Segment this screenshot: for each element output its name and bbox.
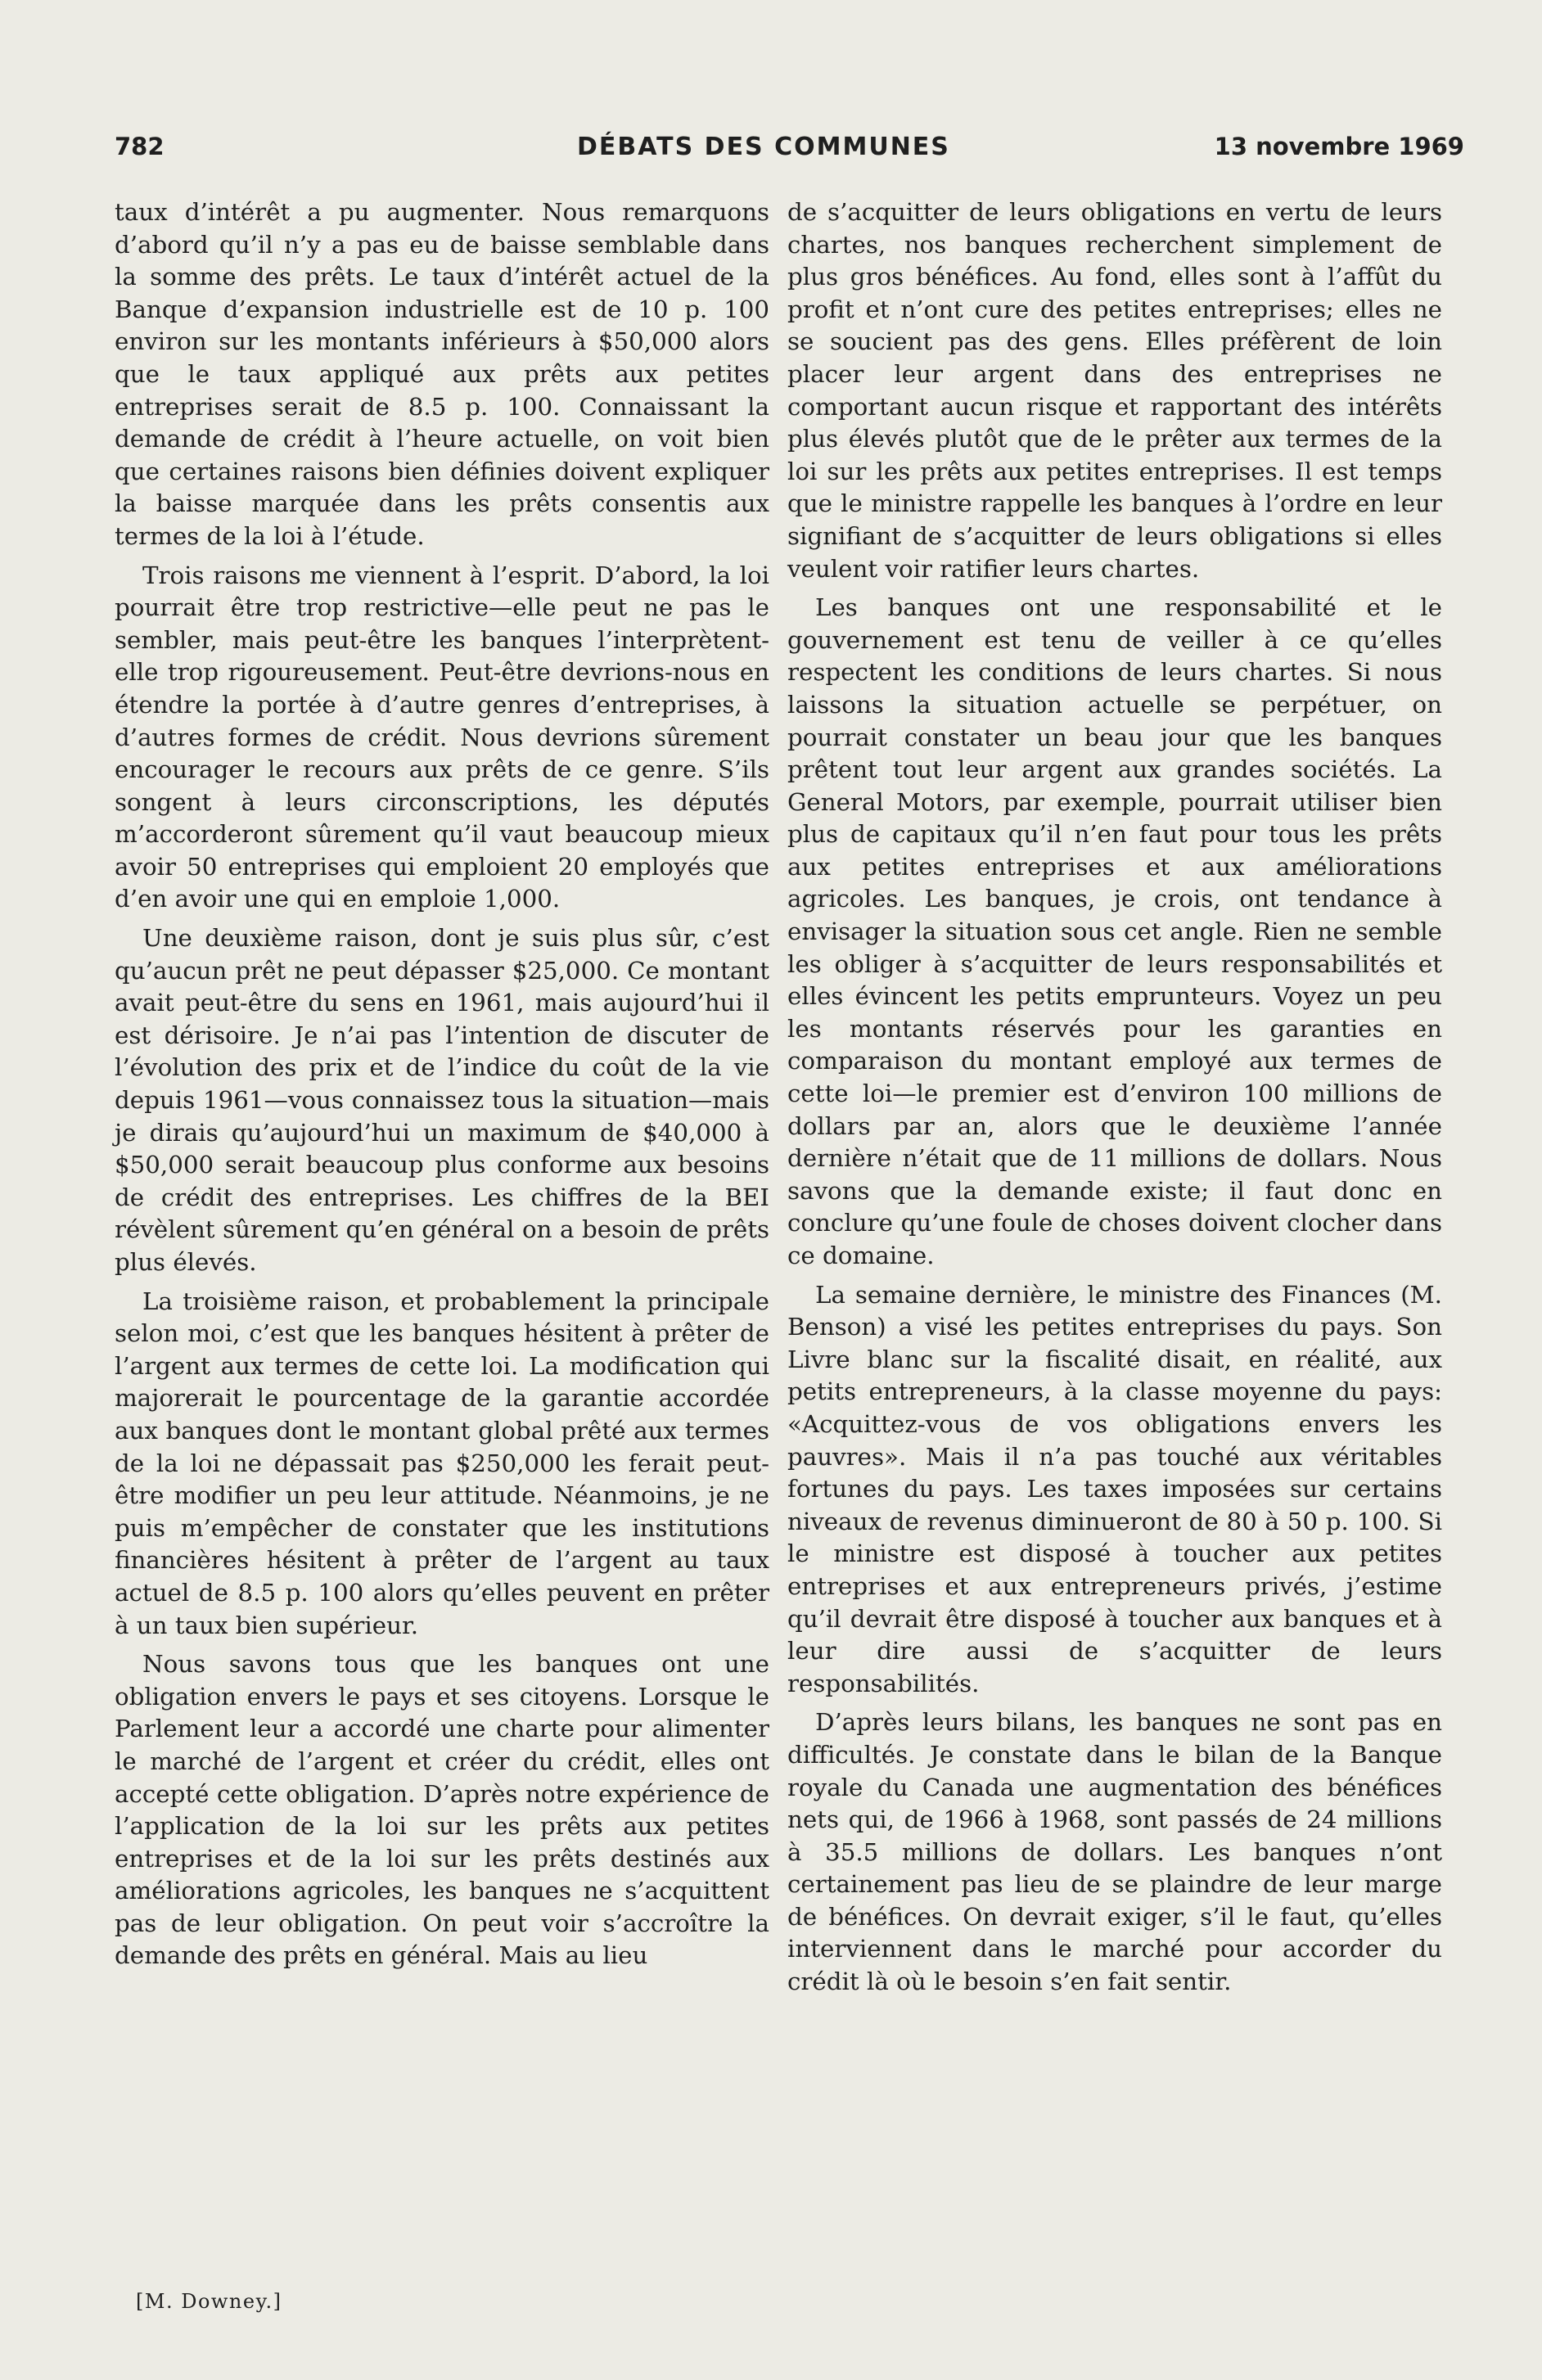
paragraph: D’après leurs bilans, les banques ne sont pas en difficultés. Je constate dans le bilan de la Banque royale du Canada une augmentation des bénéfices nets qui, de 1966 à 1968, sont passés de 24 millions à 35.5 millions de dollars. Les banques n’ont certainement pas lieu de se plaindre de leur marge de bénéfices. On devrait exiger, s’il le faut, qu’elles interviennent dans le marché pour accorder du crédit là où le besoin s’en fait sentir. bbox=[787, 1708, 1442, 1996]
paragraph: Une deuxième raison, dont je suis plus sûr, c’est qu’aucun prêt ne peut dépasser $25,000. Ce montant avait peut-être du sens en 1961, mais aujourd’hui il est dérisoire. Je n’ai pas l’intention de discuter de l’évolution des prix et de l’indice du coût de la vie depuis 1961—vous connaissez tous la situation—mais je dirais qu’aujourd’hui un maximum de $40,000 à $50,000 serait beaucoup plus conforme aux besoins de crédit des entreprises. Les chiffres de la BEI révèlent sûrement qu’en général on a besoin de prêts plus élevés. bbox=[115, 924, 769, 1276]
page-number: 782 bbox=[115, 133, 165, 160]
running-title: DÉBATS DES COMMUNES bbox=[577, 133, 950, 161]
paragraph: La troisième raison, et probablement la principale selon moi, c’est que les banques hésitent à prêter de l’argent aux termes de cette loi. La modification qui majorerait le pourcentage de la garantie accordée aux banques dont le montant global prêté aux termes de la loi ne dépassait pas $250,000 les ferait peut-être modifier un peu leur attitude. Néanmoins, je ne puis m’empêcher de constater que les institutions financières hésitent à prêter de l’argent au taux actuel de 8.5 p. 100 alors qu’elles peuvent en prêter à un taux bien supérieur. bbox=[115, 1287, 769, 1639]
header-date: 13 novembre 1969 bbox=[1214, 133, 1464, 160]
paragraph: Nous savons tous que les banques ont une obligation envers le pays et ses citoyens. Lorsque le Parlement leur a accordé une charte pour alimenter le marché de l’argent et créer du crédit, elles ont accepté cette obligation. D’après notre expérience de l’application de la loi sur les prêts aux petites entreprises et de la loi sur les prêts destinés aux améliorations agricoles, les banques ne s’acquittent pas de leur obligation. On peut voir s’accroître la demande des prêts en général. Mais au lieu bbox=[115, 1650, 769, 1970]
paragraph: taux d’intérêt a pu augmenter. Nous remarquons d’abord qu’il n’y a pas eu de baisse semblable dans la somme des prêts. Le taux d’intérêt actuel de la Banque d’expansion industrielle est de 10 p. 100 environ sur les montants inférieurs à $50,000 alors que le taux appliqué aux prêts aux petites entreprises serait de 8.5 p. 100. Connaissant la demande de crédit à l’heure actuelle, on voit bien que certaines raisons bien définies doivent expliquer la baisse marquée dans les prêts consentis aux termes de la loi à l’étude. bbox=[115, 198, 769, 550]
left-column bbox=[115, 196, 769, 1979]
speaker-attribution: [M. Downey.] bbox=[136, 2290, 282, 2313]
right-column bbox=[787, 196, 1442, 2005]
paragraph: Trois raisons me viennent à l’esprit. D’abord, la loi pourrait être trop restrictive—elle peut ne pas le sembler, mais peut-être les banques l’interprètent-elle trop rigoureusement. Peut-être devrions-nous en étendre la portée à d’autre genres d’entreprises, à d’autres formes de crédit. Nous devrions sûrement encourager le recours aux prêts de ce genre. S’ils songent à leurs circonscriptions, les députés m’accorderont sûrement qu’il vaut beaucoup mieux avoir 50 entreprises qui emploient 20 employés que d’en avoir une qui en emploie 1,000. bbox=[115, 561, 769, 913]
page-header bbox=[115, 133, 1464, 174]
paragraph: Les banques ont une responsabilité et le gouvernement est tenu de veiller à ce qu’elles respectent les conditions de leurs chartes. Si nous laissons la situation actuelle se perpétuer, on pourrait constater un beau jour que les banques prêtent tout leur argent aux grandes sociétés. La General Motors, par exemple, pourrait utiliser bien plus de capitaux qu’il n’en faut pour tous les prêts aux petites entreprises et aux améliorations agricoles. Les banques, je crois, ont tendance à envisager la situation sous cet angle. Rien ne semble les obliger à s’acquitter de leurs responsabilités et elles évincent les petits emprunteurs. Voyez un peu les montants réservés pour les garanties en comparaison du montant employé aux termes de cette loi—le premier est d’environ 100 millions de dollars par an, alors que le deuxième l’année dernière n’était que de 11 millions de dollars. Nous savons que la demande existe; il faut donc en conclure qu’une foule de choses doivent clocher dans ce domaine. bbox=[787, 593, 1442, 1269]
paragraph: La semaine dernière, le ministre des Finances (M. Benson) a visé les petites entreprises du pays. Son Livre blanc sur la fiscalité disait, en réalité, aux petits entrepreneurs, à la classe moyenne du pays: «Acquittez-vous de vos obligations envers les pauvres». Mais il n’a pas touché aux véritables fortunes du pays. Les taxes imposées sur certains niveaux de revenus diminueront de 80 à 50 p. 100. Si le ministre est disposé à toucher aux petites entreprises et aux entrepreneurs privés, j’estime qu’il devrait être disposé à toucher aux banques et à leur dire aussi de s’acquitter de leurs responsabilités. bbox=[787, 1280, 1442, 1697]
paragraph: de s’acquitter de leurs obligations en vertu de leurs chartes, nos banques recherchent simplement de plus gros bénéfices. Au fond, elles sont à l’affût du profit et n’ont cure des petites entreprises; elles ne se soucient pas des gens. Elles préfèrent de loin placer leur argent dans des entreprises ne comportant aucun risque et rapportant des intérêts plus élevés plutôt que de le prêter aux termes de la loi sur les prêts aux petites entreprises. Il est temps que le ministre rappelle les banques à l’ordre en leur signifiant de s’acquitter de leurs obligations si elles veulent voir ratifier leurs chartes. bbox=[787, 198, 1442, 583]
